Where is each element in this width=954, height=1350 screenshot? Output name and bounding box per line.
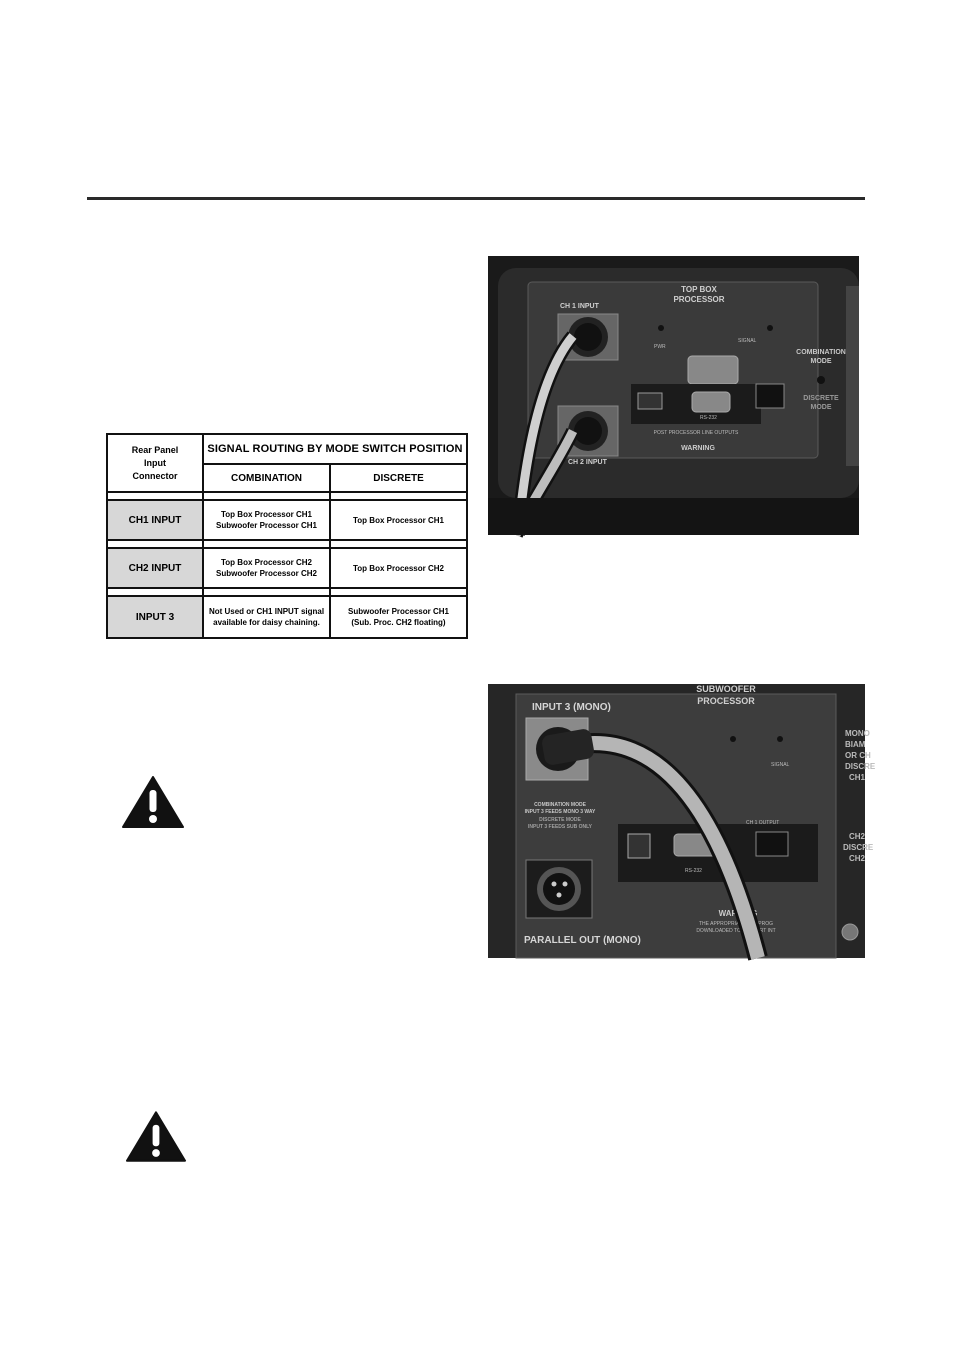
signal-routing-table <box>106 433 468 639</box>
panel-title: TOP BOX <box>681 285 717 294</box>
subwoofer-processor-photo <box>488 684 876 958</box>
svg-text:RS-232: RS-232 <box>700 415 717 421</box>
discrete-cell: Top Box Processor CH1 <box>330 500 467 540</box>
svg-text:DISCRETE: DISCRETE <box>803 395 839 402</box>
svg-text:SIGNAL: SIGNAL <box>771 762 790 768</box>
connector-header: Rear Panel Input Connector <box>107 434 203 492</box>
svg-text:PROCESSOR: PROCESSOR <box>697 696 755 706</box>
svg-text:DISCRE: DISCRE <box>845 762 876 771</box>
svg-text:THE APPROPRIATE DSP PROG: THE APPROPRIATE DSP PROG <box>699 921 773 927</box>
discrete-cell: Subwoofer Processor CH1 (Sub. Proc. CH2 floating) <box>330 596 467 638</box>
svg-text:WARNING: WARNING <box>681 445 715 452</box>
input3-label: INPUT 3 (MONO) <box>532 702 611 713</box>
svg-text:CH1: CH1 <box>849 773 866 782</box>
svg-text:COMBINATION MODE: COMBINATION MODE <box>534 802 586 808</box>
row-label: CH2 INPUT <box>107 548 203 588</box>
svg-text:CH2: CH2 <box>849 832 866 841</box>
svg-text:DOWNLOADED TO SUPPORT INT: DOWNLOADED TO SUPPORT INT <box>696 928 776 934</box>
panel-title: SUBWOOFER <box>696 684 756 694</box>
warning-triangle-icon <box>125 1110 187 1163</box>
ch1-input-label: CH 1 INPUT <box>560 303 599 310</box>
table-row <box>107 500 467 540</box>
svg-text:POST PROCESSOR LINE OUTPUTS: POST PROCESSOR LINE OUTPUTS <box>653 430 739 436</box>
combination-cell: Top Box Processor CH1 Subwoofer Processor CH1 <box>203 500 330 540</box>
svg-text:INPUT 3 FEEDS SUB ONLY: INPUT 3 FEEDS SUB ONLY <box>528 824 592 830</box>
discrete-header: DISCRETE <box>330 464 467 492</box>
svg-text:CH2: CH2 <box>849 854 866 863</box>
row-label: CH1 INPUT <box>107 500 203 540</box>
discrete-cell: Top Box Processor CH2 <box>330 548 467 588</box>
svg-text:MODE: MODE <box>810 358 832 365</box>
top-box-processor-photo <box>488 256 859 535</box>
svg-text:RS-232: RS-232 <box>685 868 702 874</box>
svg-text:MODE: MODE <box>810 404 832 411</box>
svg-text:OR CH: OR CH <box>845 751 871 760</box>
svg-text:WARNING: WARNING <box>718 909 758 918</box>
svg-text:SIGNAL: SIGNAL <box>738 338 757 344</box>
table-row <box>107 596 467 638</box>
svg-text:COMBINATION: COMBINATION <box>796 349 846 356</box>
combination-header: COMBINATION <box>203 464 330 492</box>
warning-triangle-icon <box>121 775 185 829</box>
svg-text:CH 1 OUTPUT: CH 1 OUTPUT <box>746 820 780 826</box>
combination-cell: Not Used or CH1 INPUT signal available for daisy chaining. <box>203 596 330 638</box>
svg-text:DISCRETE MODE: DISCRETE MODE <box>539 817 581 823</box>
parallel-out-label: PARALLEL OUT (MONO) <box>524 935 641 946</box>
svg-text:MONO: MONO <box>845 729 870 738</box>
row-label: INPUT 3 <box>107 596 203 638</box>
svg-text:INPUT 3 FEEDS MONO 3 WAY: INPUT 3 FEEDS MONO 3 WAY <box>524 809 596 815</box>
svg-text:PWR: PWR <box>654 344 666 350</box>
svg-text:BIAM: BIAM <box>845 740 866 749</box>
table-row <box>107 548 467 588</box>
svg-text:DISCRE: DISCRE <box>843 843 874 852</box>
svg-text:PROCESSOR: PROCESSOR <box>673 295 725 304</box>
ch2-input-label: CH 2 INPUT <box>568 459 607 466</box>
section-divider <box>87 197 865 200</box>
routing-header: SIGNAL ROUTING BY MODE SWITCH POSITION <box>203 434 467 464</box>
combination-cell: Top Box Processor CH2 Subwoofer Processor CH2 <box>203 548 330 588</box>
